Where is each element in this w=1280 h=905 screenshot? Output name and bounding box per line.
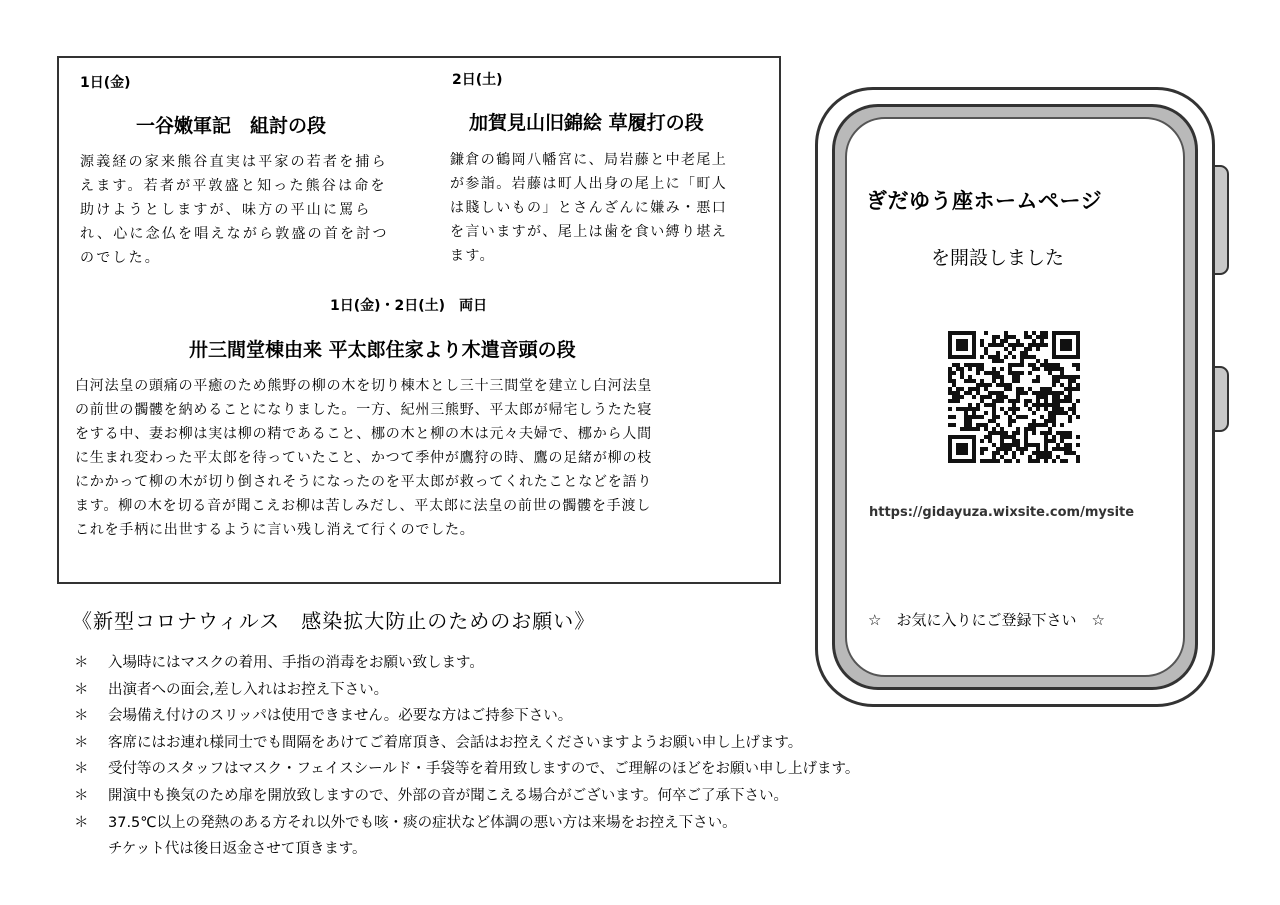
synopsis-line: ます。柳の木を切る音が聞こえお柳は苦しみだし、平太郎に法皇の前世の髑髏を手渡し [75, 498, 652, 514]
qr-code-icon[interactable] [948, 331, 1080, 467]
asterisk-icon: ＊ [74, 681, 89, 698]
asterisk-icon: ＊ [74, 734, 89, 751]
asterisk-icon: ＊ [74, 787, 89, 804]
notice-list [74, 650, 859, 863]
synopsis-line: を言いますが、尾上は歯を食い縛り堪え [450, 224, 728, 240]
favorite-note: ☆ お気に入りにご登録下さい ☆ [868, 611, 1105, 629]
synopsis-line: をする中、妻お柳は実は柳の精であること、梛の木と柳の木は元々夫婦で、梛から人間 [75, 426, 652, 442]
synopsis-line: にかかって柳の木が切り倒されそうになったのを平太郎が救ってくれたことなどを語り [75, 474, 653, 490]
list-item: ＊ 入場時にはマスクの着用、手指の消毒をお願い致します。 [74, 650, 859, 677]
day1-synopsis [80, 150, 389, 270]
synopsis-line: 白河法皇の頭痛の平癒のため熊野の柳の木を切り棟木とし三十三間堂を建立し白河法皇 [75, 378, 653, 394]
day1-title: 一谷嫩軍記 組討の段 [136, 115, 327, 137]
homepage-subtitle: を開設しました [931, 247, 1065, 269]
list-item: ＊ 客席にはお連れ様同士でも間隔をあけてご着席頂き、会話はお控えくださいますようお願い申し上げます。 [74, 730, 859, 757]
list-item: ＊ 開演中も換気のため扉を開放致しますので、外部の音が聞こえる場合がございます。何卒ご了承下さい。 [74, 783, 859, 810]
asterisk-icon: ＊ [74, 814, 89, 831]
notice-title: 《新型コロナウィルス 感染拡大防止のためのお願い》 [72, 609, 596, 633]
asterisk-icon: ＊ [74, 761, 89, 778]
notice-footnote: チケット代は後日返金させて頂きます。 [108, 841, 367, 858]
synopsis-line: れ、心に念仏を唱えながら敦盛の首を討つ [80, 226, 389, 242]
asterisk-icon: ＊ [74, 655, 89, 671]
synopsis-line: 源義経の家来熊谷直実は平家の若者を捕ら [80, 154, 388, 170]
asterisk-icon: ＊ [74, 708, 89, 725]
day2-label: 2日(土) [452, 72, 503, 88]
both-days-synopsis [75, 374, 652, 542]
synopsis-line: のでした。 [80, 250, 161, 266]
synopsis-line: の前世の髑髏を納めることになりました。一方、紀州三熊野、平太郎が帰宅しうたた寝 [75, 402, 653, 418]
both-days-label: 1日(金)・2日(土) 両日 [330, 298, 488, 314]
homepage-title: ぎだゆう座ホームページ [866, 189, 1103, 213]
synopsis-line: が参詣。岩藤は町人出身の尾上に「町人 [450, 176, 728, 192]
synopsis-line: これを手柄に出世するように言い残し消えて行くのでした。 [75, 522, 475, 538]
synopsis-line: 助けようとしますが、味方の平山に罵ら [80, 202, 372, 218]
list-item: ＊ 受付等のスタッフはマスク・フェイスシールド・手袋等を着用致しますので、ご理解のほどをお願い申し上げます。 [74, 756, 859, 783]
synopsis-line: 鎌倉の鶴岡八幡宮に、局岩藤と中老尾上 [450, 152, 728, 168]
synopsis-line: に生まれ変わった平太郎を待っていたこと、かつて季仲が鷹狩の時、鷹の足緒が柳の枝 [75, 450, 653, 466]
day2-title: 加賀見山旧錦絵 草履打の段 [469, 112, 704, 134]
day1-label: 1日(金) [80, 75, 131, 91]
both-days-title: 卅三間堂棟由来 平太郎住家より木遣音頭の段 [189, 339, 576, 361]
list-item: ＊ 出演者への面会,差し入れはお控え下さい。 [74, 677, 859, 704]
synopsis-line: えます。若者が平敦盛と知った熊谷は命を [80, 178, 387, 194]
day2-synopsis [450, 148, 727, 268]
list-item: ＊ 会場備え付けのスリッパは使用できません。必要な方はご持参下さい。 [74, 703, 859, 730]
synopsis-line: ます。 [450, 248, 496, 264]
synopsis-line: は賤しいもの」とさんざんに嫌み・悪口 [450, 200, 728, 216]
list-item: ＊ 37.5℃以上の発熱のある方それ以外でも咳・痰の症状など体調の悪い方は来場をお控え下さい。 [74, 810, 859, 837]
homepage-url-link[interactable]: https://gidayuza.wixsite.com/mysite [869, 505, 1135, 520]
